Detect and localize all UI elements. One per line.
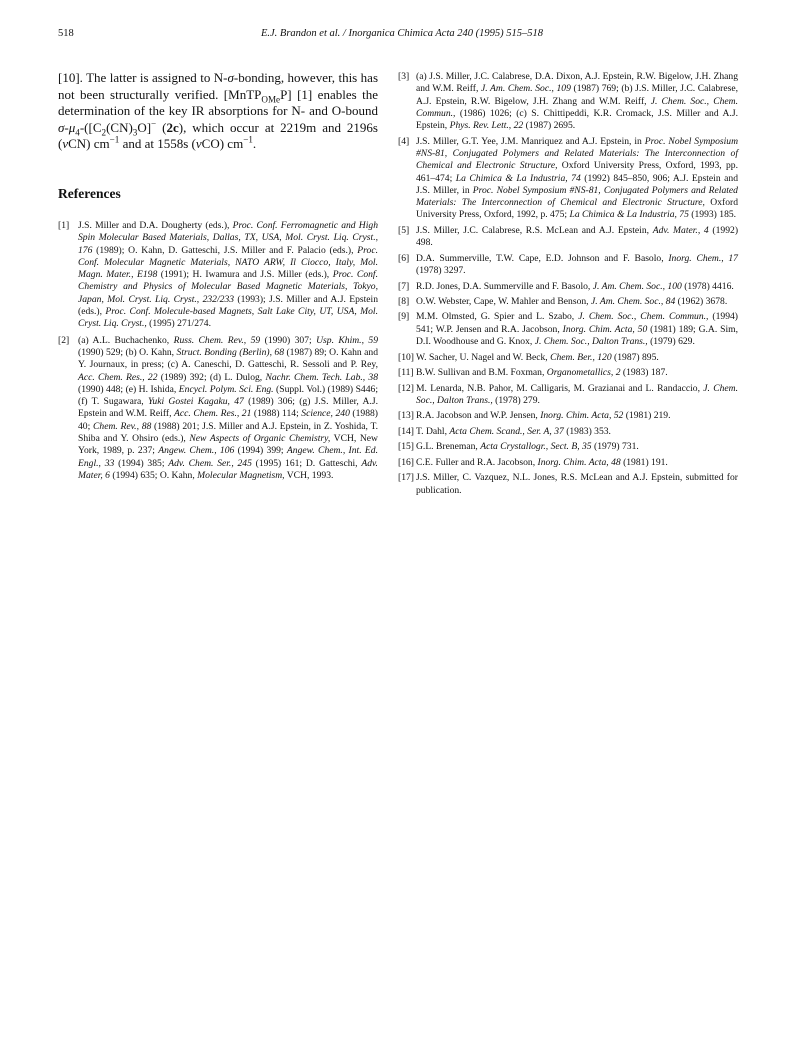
reference-item	[398, 225, 738, 250]
reference-text: M.M. Olmsted, G. Spier and L. Szabo, J. Chem. Soc., Chem. Commun., (1994) 541; W.P. Jensen and R.A. Jacobson, Inorg. Chim. Acta, 50 (1981) 189; G.A. Sim, D.I. Woodhouse and G. Knox, J. Chem. Soc., Dalton Trans., (1979) 629.	[416, 311, 738, 348]
reference-label: [12]	[398, 382, 414, 394]
reference-text: C.E. Fuller and R.A. Jacobson, Inorg. Chim. Acta, 48 (1981) 191.	[416, 456, 668, 468]
reference-item	[398, 457, 738, 469]
reference-item	[398, 311, 738, 348]
running-title: E.J. Brandon et al. / Inorganica Chimica Acta 240 (1995) 515–518	[260, 28, 543, 39]
reference-text: J.S. Miller, G.T. Yee, J.M. Manriquez and A.J. Epstein, in Proc. Nobel Symposium #NS-81, Conjugated Polymers and Related Materials: The Interconnection of Chemical and Electronic Structure, Oxford University Press, Oxford, 1993, pp. 461–474; La Chimica & La Industria, 74 (1992) 845–850, 906; A.J. Epstein and J.S. Miller, in Proc. Nobel Symposium #NS-81, Conjugated Polymers and Related Materials: The Interconnection of Chemical and Electronic Structure, Oxford University Press, Oxford, 1992, p. 475; La Chimica & La Industria, 75 (1993) 185.	[416, 135, 739, 221]
reference-text: O.W. Webster, Cape, W. Mahler and Benson, J. Am. Chem. Soc., 84 (1962) 3678.	[416, 295, 728, 307]
reference-text: (a) J.S. Miller, J.C. Calabrese, D.A. Dixon, A.J. Epstein, R.W. Bigelow, J.H. Zhang and W.M. Reiff, J. Am. Chem. Soc., 109 (1987) 769; (b) J.S. Miller, J.C. Calabrese, A.J. Epstein, R.W. Bigelow, J.H. Zhang and W.M. Reiff, J. Chem. Soc., Chem. Commun., (1986) 1026; (c) S. Chittipeddi, K.R. Cromack, J.S. Miller and A.J. Epstein, Phys. Rev. Lett., 22 (1987) 2695.	[416, 71, 738, 132]
reference-label: [6]	[398, 252, 410, 264]
reference-label: [11]	[398, 367, 414, 379]
reference-label: [2]	[58, 334, 70, 346]
reference-text: R.D. Jones, D.A. Summerville and F. Basolo, J. Am. Chem. Soc., 100 (1978) 4416.	[416, 280, 734, 292]
left-column	[58, 70, 378, 486]
reference-text: J.S. Miller and D.A. Dougherty (eds.), Proc. Conf. Ferromagnetic and High Spin Molecular Based Materials, Dallas, TX, USA, Mol. Cryst. Liq. Cryst., 176 (1989); O. Kahn, D. Gatteschi, J.S. Miller and F. Palacio (eds.), Proc. Conf. Molecular Magnetic Materials, NATO ARW, Il Ciocco, Italy, Mol. Magn. Mater., E198 (1991); H. Iwamura and J.S. Miller (eds.), Proc. Conf. Chemistry and Physics of Molecular Based Magnetic Materials, Tokyo, Japan, Mol. Cryst. Liq. Cryst., 232/233 (1993); J.S. Miller and A.J. Epstein (eds.), Proc. Conf. Molecule-based Magnets, Salt Lake City, UT, USA, Mol. Cryst. Liq. Cryst., (1995) 271/274.	[78, 219, 379, 330]
reference-item	[398, 136, 738, 222]
reference-item	[398, 367, 738, 379]
page-number: 518	[58, 28, 74, 39]
reference-label: [7]	[398, 280, 410, 292]
reference-label: [8]	[398, 295, 410, 307]
reference-item	[398, 441, 738, 453]
reference-text: J.S. Miller, J.C. Calabrese, R.S. McLean and A.J. Epstein, Adv. Mater., 4 (1992) 498.	[416, 224, 739, 249]
reference-item	[398, 253, 738, 278]
right-column	[398, 71, 738, 500]
reference-label: [9]	[398, 311, 410, 323]
reference-label: [5]	[398, 224, 410, 236]
reference-text: B.W. Sullivan and B.M. Foxman, Organometallics, 2 (1983) 187.	[416, 367, 668, 379]
reference-list-right	[398, 71, 738, 497]
reference-item	[398, 352, 738, 364]
reference-label: [17]	[398, 472, 414, 484]
body-paragraph: [10]. The latter is assigned to N-σ-bonding, however, this has not been structurally verified. [MnTP$_{OMe}$P] [1] enables the determination of the key IR absorptions for N- and O-bound $\sigma-\mu_4-([C_2(CN)_3O]^-$ (2c), which occur at 2219m and 2196s (νCN) $cm^{-1}$ and at 1558s (νCO) $cm^{-1}$.	[58, 70, 379, 152]
reference-text: G.L. Breneman, Acta Crystallogr., Sect. B, 35 (1979) 731.	[416, 441, 639, 453]
reference-item	[398, 410, 738, 422]
reference-item	[398, 426, 738, 438]
reference-label: [13]	[398, 410, 414, 422]
reference-text: (a) A.L. Buchachenko, Russ. Chem. Rev., 59 (1990) 307; Usp. Khim., 59 (1990) 529; (b) O. Kahn, Struct. Bonding (Berlin), 68 (1987) 89; O. Kahn and Y. Journaux, in press; (c) A. Caneschi, D. Gatteschi, R. Sessoli and P. Rey, Acc. Chem. Res., 22 (1989) 392; (d) L. Dulog, Nachr. Chem. Tech. Lab., 38 (1990) 448; (e) H. Ishida, Encycl. Polym. Sci. Eng. (Suppl. Vol.) (1989) S446; (f) T. Sugawara, Yuki Gostei Kagaku, 47 (1989) 306; (g) J.S. Miller, A.J. Epstein and W.M. Reiff, Acc. Chem. Res., 21 (1988) 114; Science, 240 (1988) 40; Chem. Rev., 88 (1988) 201; J.S. Miller and A.J. Epstein, in Z. Yoshida, T. Shiba and Y. Ohsiro (eds.), New Aspects of Organic Chemistry, VCH, New York, 1989, p. 237; Angew. Chem., 106 (1994) 399; Angew. Chem., Int. Ed. Engl., 33 (1994) 385; Adv. Chem. Ser., 245 (1995) 161; D. Gatteschi, Adv. Mater, 6 (1994) 635; O. Kahn, Molecular Magnetism, VCH, 1993.	[78, 334, 379, 481]
reference-item	[398, 296, 738, 308]
reference-item	[398, 71, 738, 132]
reference-text: D.A. Summerville, T.W. Cape, E.D. Johnson and F. Basolo, Inorg. Chem., 17 (1978) 3297.	[416, 252, 738, 277]
reference-label: [16]	[398, 456, 414, 468]
reference-text: R.A. Jacobson and W.P. Jensen, Inorg. Chim. Acta, 52 (1981) 219.	[416, 410, 671, 422]
reference-label: [15]	[398, 441, 414, 453]
reference-text: T. Dahl, Acta Chem. Scand., Ser. A, 37 (1983) 353.	[416, 425, 611, 437]
page-header	[58, 28, 746, 44]
reference-label: [3]	[398, 71, 410, 82]
reference-label: [1]	[58, 219, 70, 231]
reference-item	[398, 472, 738, 497]
references-heading: References	[58, 185, 121, 201]
reference-label: [14]	[398, 425, 414, 437]
reference-item	[398, 383, 738, 408]
reference-text: J.S. Miller, C. Vazquez, N.L. Jones, R.S. McLean and A.J. Epstein, submitted for publication.	[416, 472, 738, 496]
reference-list-left	[58, 220, 378, 482]
reference-text: W. Sacher, U. Nagel and W. Beck, Chem. Ber., 120 (1987) 895.	[416, 351, 659, 363]
reference-label: [10]	[398, 351, 414, 363]
reference-item	[58, 335, 378, 483]
reference-item	[398, 281, 738, 293]
reference-item	[58, 220, 378, 331]
reference-label: [4]	[398, 135, 410, 147]
reference-text: M. Lenarda, N.B. Pahor, M. Calligaris, M. Grazianai and L. Randaccio, J. Chem. Soc., Dalton Trans., (1978) 279.	[416, 382, 738, 406]
